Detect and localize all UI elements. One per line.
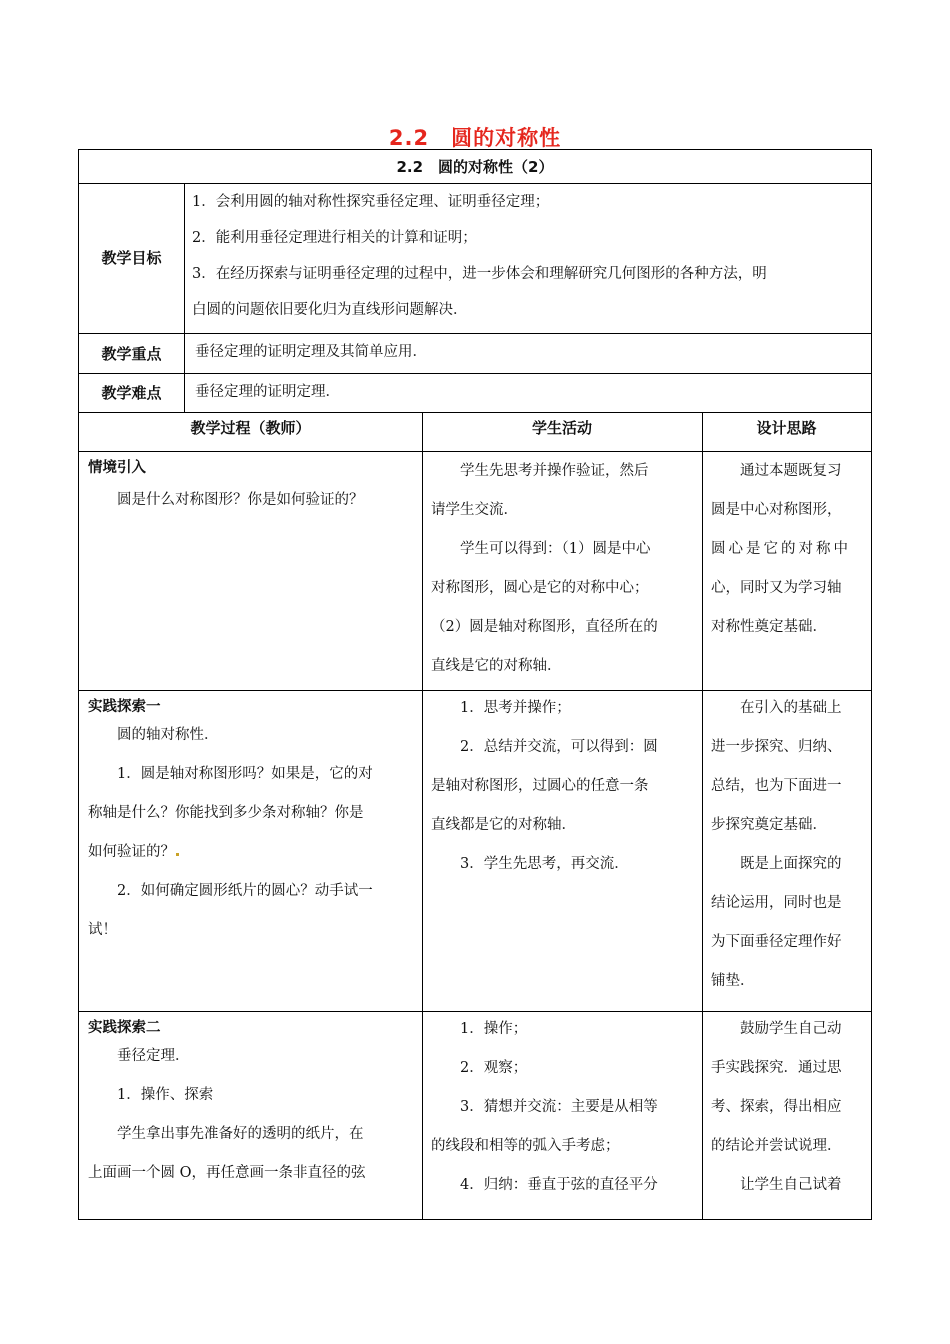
teacher-line: 称轴是什么？你能找到多少条对称轴？你是 bbox=[88, 805, 364, 821]
design-line: 考、探索，得出相应 bbox=[711, 1099, 842, 1115]
design-line: 既是上面探究的 bbox=[740, 856, 842, 872]
lesson-subtitle: 2.2 圆的对称性（2） bbox=[396, 158, 554, 176]
student-line: 学生先思考并操作验证，然后 bbox=[460, 463, 649, 479]
section-teacher bbox=[88, 1016, 418, 1193]
col-divider bbox=[702, 412, 703, 1219]
design-line: 步探究奠定基础． bbox=[711, 817, 827, 833]
section-title: 实践探索一 bbox=[88, 699, 161, 715]
objectives-list bbox=[192, 184, 864, 328]
student-line: 的线段和相等的弧入手考虑； bbox=[431, 1138, 620, 1154]
lesson-plan-table bbox=[78, 149, 872, 1220]
col-divider bbox=[422, 412, 423, 1219]
design-line: 总结，也为下面进一 bbox=[711, 778, 842, 794]
objectives-label: 教学目标 bbox=[101, 249, 162, 267]
difficulty-text: 垂径定理的证明定理． bbox=[195, 384, 340, 400]
student-line: 1．思考并操作； bbox=[460, 700, 571, 716]
objective-item: 2．能利用垂径定理进行相关的计算和证明； bbox=[192, 230, 477, 246]
design-line: 圆是中心对称图形， bbox=[711, 502, 842, 518]
objective-item: 3．在经历探索与证明垂径定理的过程中，进一步体会和理解研究几何图形的各种方法，明 bbox=[192, 266, 767, 282]
teacher-line: 上面画一个圆 O，再任意画一条非直径的弦 bbox=[88, 1165, 366, 1181]
teacher-line: 圆的轴对称性． bbox=[117, 727, 219, 743]
student-line: 请学生交流． bbox=[431, 502, 518, 518]
design-line: 在引入的基础上 bbox=[740, 700, 842, 716]
teacher-line: 圆是什么对称图形？你是如何验证的？ bbox=[117, 492, 364, 508]
design-line: 对称性奠定基础． bbox=[711, 619, 827, 635]
student-line: 1．操作； bbox=[460, 1021, 528, 1037]
student-line: 3．猜想并交流：主要是从相等 bbox=[460, 1099, 658, 1115]
row-divider bbox=[79, 412, 871, 413]
student-line: 直线是它的对称轴． bbox=[431, 658, 562, 674]
design-line: 通过本题既复习 bbox=[740, 463, 842, 479]
teacher-line: 1．圆是轴对称图形吗？如果是，它的对 bbox=[117, 766, 373, 782]
student-line: 直线都是它的对称轴． bbox=[431, 817, 576, 833]
design-line: 心，同时又为学习轴 bbox=[711, 580, 842, 596]
section-student bbox=[431, 452, 697, 686]
design-line: 结论运用，同时也是 bbox=[711, 895, 842, 911]
objective-item: 白圆的问题依旧要化归为直线形问题解决． bbox=[192, 302, 468, 318]
teacher-line: 试！ bbox=[88, 922, 117, 938]
student-line: 2．总结并交流，可以得到：圆 bbox=[460, 739, 658, 755]
key-point-text: 垂径定理的证明定理及其简单应用． bbox=[195, 344, 427, 360]
header-student: 学生活动 bbox=[531, 419, 592, 437]
design-line: 铺垫． bbox=[711, 973, 755, 989]
section-design bbox=[711, 689, 869, 1001]
design-line: 圆心是它的对称中 bbox=[711, 541, 851, 557]
student-line: 2．观察； bbox=[460, 1060, 528, 1076]
student-line: 学生可以得到：（1）圆是中心 bbox=[460, 541, 651, 557]
student-line: 3．学生先思考，再交流． bbox=[460, 856, 629, 872]
teacher-line: 垂径定理． bbox=[117, 1048, 190, 1064]
design-line: 进一步探究、归纳、 bbox=[711, 739, 842, 755]
design-line: 手实践探究．通过思 bbox=[711, 1060, 842, 1076]
student-line: 是轴对称图形，过圆心的任意一条 bbox=[431, 778, 649, 794]
design-line: 鼓励学生自己动 bbox=[740, 1021, 842, 1037]
teacher-line: 学生拿出事先准备好的透明的纸片，在 bbox=[117, 1126, 364, 1142]
student-line: 对称图形，圆心是它的对称中心； bbox=[431, 580, 649, 596]
teacher-line: 如何验证的？ bbox=[88, 833, 418, 872]
document-title: 2.2 圆的对称性 bbox=[388, 126, 562, 150]
design-line: 的结论并尝试说理． bbox=[711, 1138, 842, 1154]
difficulty-label: 教学难点 bbox=[101, 384, 162, 402]
header-design: 设计思路 bbox=[756, 419, 817, 437]
teacher-line: 2．如何确定圆形纸片的圆心？动手试一 bbox=[117, 883, 373, 899]
objective-item: 1．会利用圆的轴对称性探究垂径定理、证明垂径定理； bbox=[192, 194, 550, 210]
teacher-line: 1．操作、探索 bbox=[117, 1087, 214, 1103]
student-line: 4．归纳：垂直于弦的直径平分 bbox=[460, 1177, 658, 1193]
section-title: 实践探索二 bbox=[88, 1020, 161, 1036]
section-teacher bbox=[88, 456, 418, 520]
highlight-dot bbox=[176, 853, 179, 856]
section-student bbox=[431, 689, 697, 884]
student-line: （2）圆是轴对称图形，直径所在的 bbox=[431, 619, 658, 635]
design-line: 让学生自己试着 bbox=[740, 1177, 842, 1193]
section-design bbox=[711, 1010, 869, 1205]
section-student bbox=[431, 1010, 697, 1205]
section-title: 情境引入 bbox=[88, 460, 146, 476]
design-line: 为下面垂径定理作好 bbox=[711, 934, 842, 950]
header-process: 教学过程（教师） bbox=[190, 419, 311, 437]
section-teacher bbox=[88, 695, 418, 950]
col-divider bbox=[184, 183, 185, 412]
section-design bbox=[711, 452, 869, 647]
key-point-label: 教学重点 bbox=[101, 345, 162, 363]
